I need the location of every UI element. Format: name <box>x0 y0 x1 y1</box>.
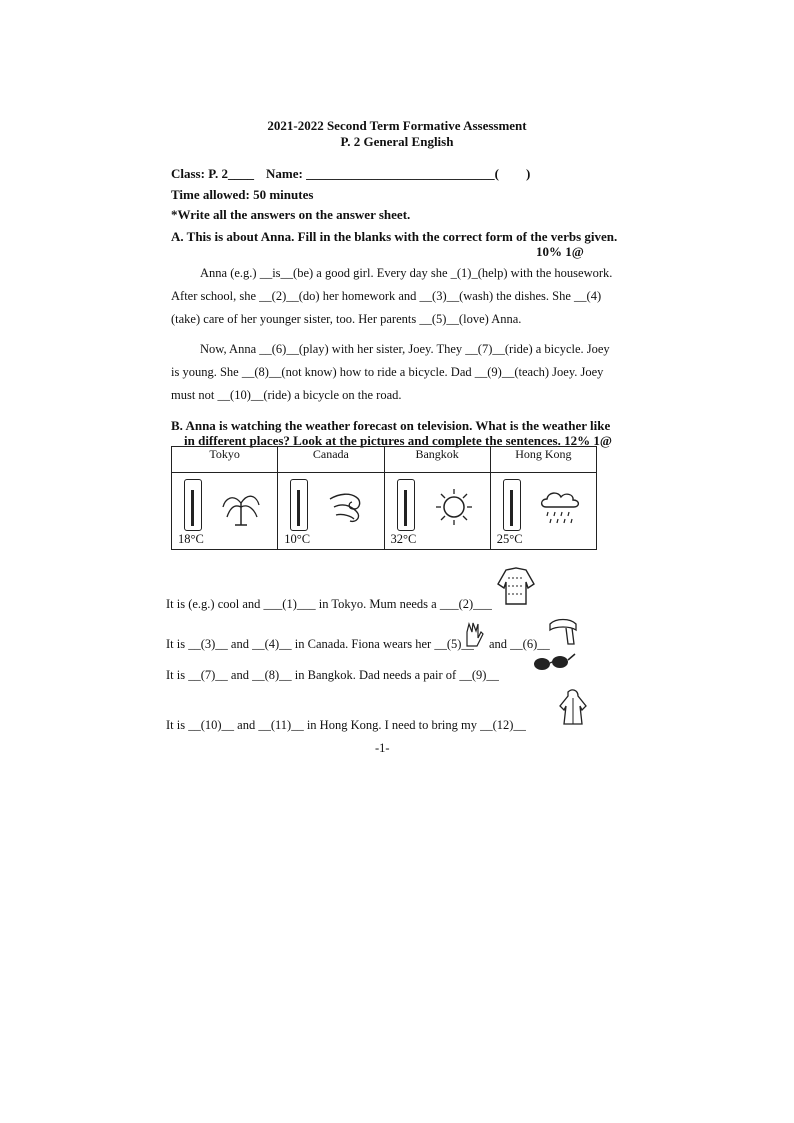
thermometer-icon <box>290 479 308 531</box>
section-a-line: After school, she __(2)__(do) her homework and __(3)__(wash) the dishes. She __(4) <box>171 289 602 303</box>
weather-cell-canada <box>278 473 384 550</box>
paper-subtitle: P. 2 General English <box>340 134 454 149</box>
section-b-heading-2: in different places? Look at the pictures and complete the sentences. 12% 1@ <box>184 433 612 448</box>
section-a-line: Now, Anna __(6)__(play) with her sister, Joey. They __(7)__(ride) a bicycle. Joey <box>200 342 610 356</box>
weather-table <box>171 446 597 550</box>
section-b-sentence: It is __(10)__ and __(11)__ in Hong Kong. I need to bring my __(12)__ <box>166 718 526 732</box>
section-a-line: (take) care of her younger sister, too. Her parents __(5)__(love) Anna. <box>171 312 522 326</box>
thermometer-icon <box>184 479 202 531</box>
temperature-label: 10°C <box>284 532 311 546</box>
name-paren: ) <box>526 166 531 181</box>
section-a-line: must not __(10)__(ride) a bicycle on the road. <box>171 388 402 402</box>
section-b-heading: B. Anna is watching the weather forecast on television. What is the weather like <box>171 418 611 433</box>
section-a-marks: 10% 1@ <box>536 244 584 259</box>
paper-title: 2021-2022 Second Term Formative Assessment <box>267 118 527 133</box>
sun-icon <box>432 487 476 527</box>
temperature-label: 25°C <box>496 532 523 546</box>
city-header: Hong Kong <box>490 447 596 473</box>
section-a-line: is young. She __(8)__(not know) how to ride a bicycle. Dad __(9)__(teach) Joey. Joey <box>171 365 604 379</box>
page-number: -1- <box>375 741 390 755</box>
sweater-icon <box>494 564 538 608</box>
raincoat-icon <box>556 688 590 728</box>
weather-cell-hong-kong <box>490 473 596 550</box>
section-b-sentence-cont: and __(6)__ <box>489 637 550 651</box>
city-header: Canada <box>278 447 384 473</box>
time-allowed: Time allowed: 50 minutes <box>171 187 314 202</box>
gloves-icon <box>463 620 491 648</box>
section-a-line: Anna (e.g.) __is__(be) a good girl. Every day she _(1)_(help) with the housework. <box>200 266 613 280</box>
section-a-heading: A. This is about Anna. Fill in the blanks with the correct form of the verbs given. <box>171 229 618 244</box>
city-header: Bangkok <box>384 447 490 473</box>
scarf-icon <box>546 614 580 648</box>
thermometer-icon <box>397 479 415 531</box>
windy-tree-icon <box>219 487 263 527</box>
instruction-note: *Write all the answers on the answer sheet. <box>171 207 411 222</box>
name-field: Name: _____________________________( <box>266 166 499 181</box>
wind-icon <box>326 487 370 527</box>
rain-cloud-icon <box>538 487 582 527</box>
sunglasses-icon <box>532 650 576 674</box>
section-b-sentence: It is __(7)__ and __(8)__ in Bangkok. Dad needs a pair of __(9)__ <box>166 668 499 682</box>
thermometer-icon <box>503 479 521 531</box>
temperature-label: 32°C <box>390 532 417 546</box>
weather-cell-bangkok <box>384 473 490 550</box>
weather-cell-tokyo <box>172 473 278 550</box>
city-header: Tokyo <box>172 447 278 473</box>
class-field: Class: P. 2____ <box>171 166 254 181</box>
temperature-label: 18°C <box>178 532 204 546</box>
section-b-sentence: It is (e.g.) cool and ___(1)___ in Tokyo. Mum needs a ___(2)___ <box>166 597 492 611</box>
section-b-sentence: It is __(3)__ and __(4)__ in Canada. Fiona wears her __(5)__ <box>166 637 474 651</box>
